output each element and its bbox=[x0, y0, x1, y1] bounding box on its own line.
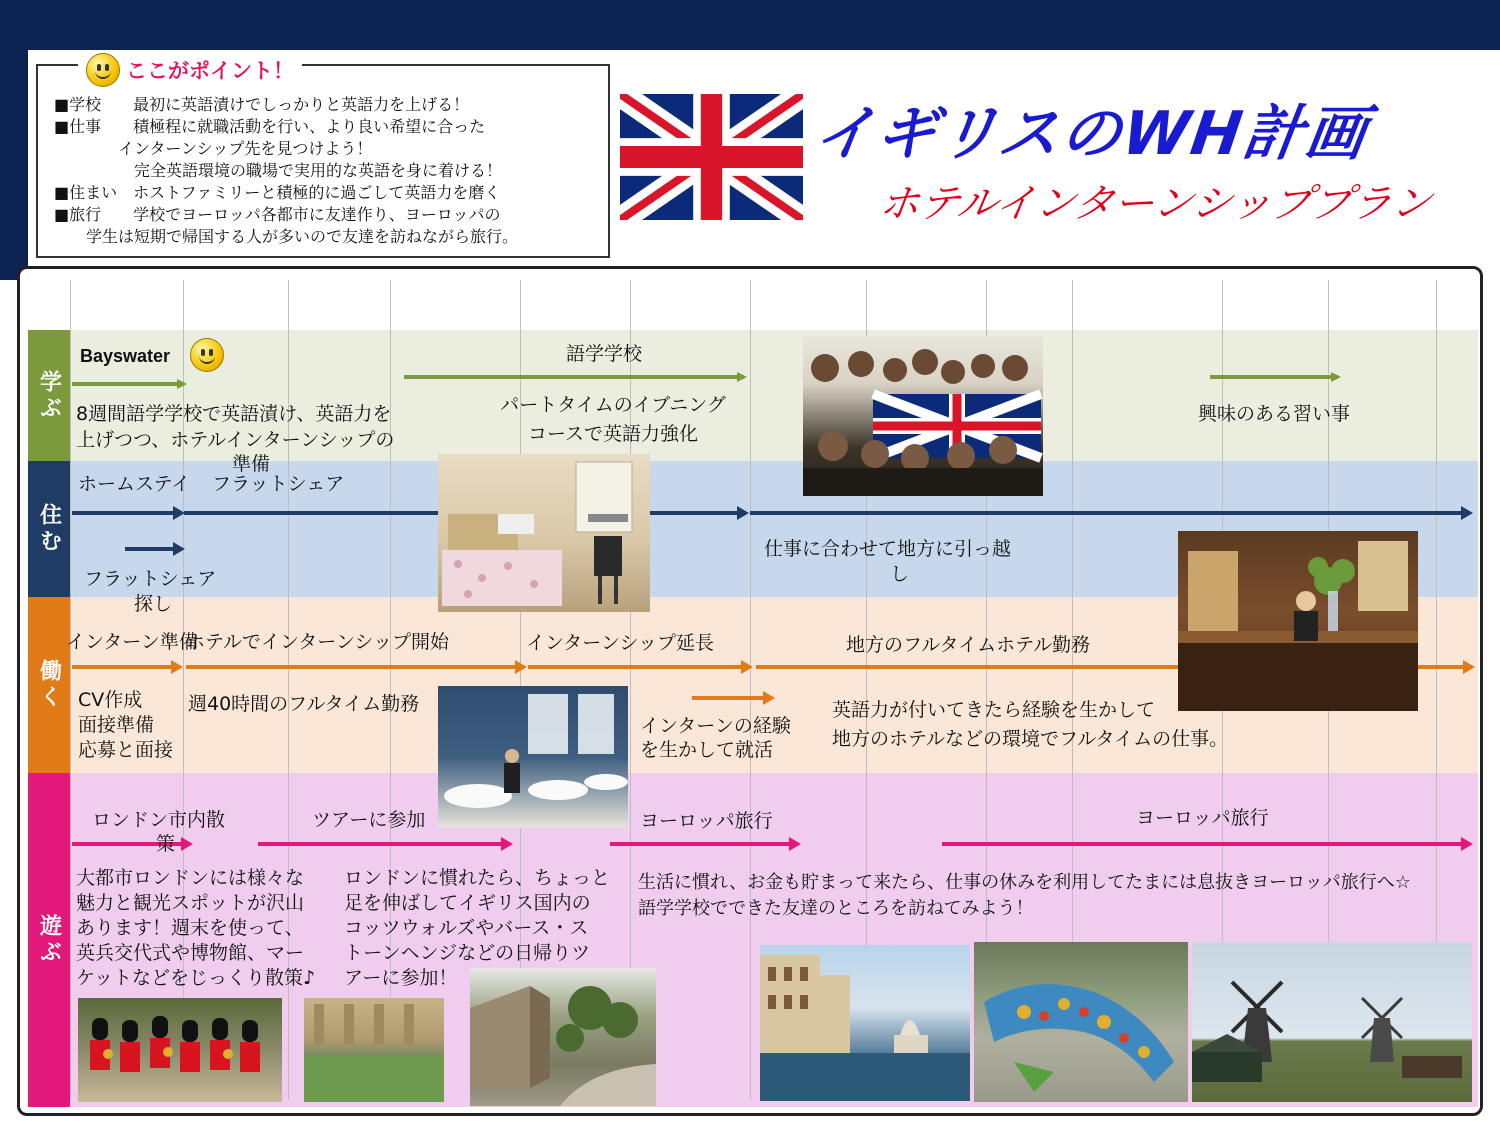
growth-line: 英語力が付いてきたら経験を生かして bbox=[832, 699, 1156, 721]
point-line: ■旅行 学校でヨーロッパ各都市に友達作り、ヨーロッパの bbox=[54, 205, 501, 224]
point-title: ここがポイント！ bbox=[126, 59, 294, 83]
london-desc-line: 大都市ロンドンには様々な bbox=[76, 867, 305, 889]
learn-desc-line: 準備 bbox=[232, 453, 271, 475]
learn-desc-line: 上げつつ、ホテルインターンシップの bbox=[76, 429, 395, 451]
london-desc-line: 魅力と観光スポットが沢山 bbox=[76, 892, 305, 914]
evening-course-line: コースで英語力強化 bbox=[527, 423, 699, 445]
row-label-play: 遊ぶ bbox=[28, 773, 70, 1107]
growth-line: 地方のホテルなどの環境でフルタイムの仕事。 bbox=[832, 728, 1229, 750]
daytrip-desc-line: 足を伸ばしてイギリス国内の bbox=[344, 892, 591, 914]
roman-bath-photo bbox=[304, 998, 444, 1102]
bedroom-photo bbox=[438, 454, 650, 612]
point-line: 学生は短期で帰国する人が多いので友達を訪ねながら旅行。 bbox=[54, 227, 519, 246]
flatshare-search-line: 探し bbox=[134, 593, 173, 615]
internship-extend-label: インターンシップ延長 bbox=[526, 632, 715, 654]
london-desc-line: ケットなどをじっくり散策♪ bbox=[76, 967, 316, 989]
hobby-label: 興味のある習い事 bbox=[1198, 403, 1351, 425]
london-desc-line: あります！週末を使って、 bbox=[76, 917, 304, 939]
smiley-icon bbox=[190, 338, 224, 372]
point-line: ■学校 最初に英語漬けでしっかりと英語力を上げる！ bbox=[54, 95, 470, 114]
cv-line: 応募と面接 bbox=[78, 739, 174, 761]
homestay-label: ホームステイ bbox=[78, 473, 191, 495]
travel-desc-line: 語学学校でできた友達のところを訪ねてみよう！ bbox=[638, 898, 1034, 919]
page-subtitle: ホテルインターンシッププラン bbox=[876, 181, 1435, 227]
cv-line: CV作成 bbox=[78, 689, 143, 711]
city-walk-line: 策 bbox=[156, 833, 176, 855]
hotel-dining-photo bbox=[438, 686, 628, 828]
gaudi-lizard-photo bbox=[974, 942, 1188, 1102]
jobhunt-line: インターンの経験 bbox=[640, 715, 791, 737]
move-line: し bbox=[890, 563, 910, 585]
flatshare-search-line: フラットシェア bbox=[84, 568, 217, 590]
language-school-label: 語学学校 bbox=[566, 343, 643, 365]
point-line: 完全英語環境の職場で実用的な英語を身に着ける！ bbox=[54, 161, 503, 180]
europe-travel-label: ヨーロッパ旅行 bbox=[640, 810, 773, 832]
move-line: 仕事に合わせて地方に引っ越 bbox=[764, 538, 1012, 560]
travel-desc-line: 生活に慣れ、お金も貯まって来たら、仕事の休みを利用してたまには息抜きヨーロッパ旅行へ☆ bbox=[638, 872, 1411, 893]
fulltime-hours-label: 週40時間のフルタイム勤務 bbox=[188, 693, 420, 715]
point-line: ■仕事 積極程に就職活動を行い、より良い希望に合った bbox=[54, 117, 486, 136]
page-title: イギリスのWH計画 bbox=[809, 99, 1373, 169]
learn-desc-line: 8週間語学学校で英語漬け、英語力を bbox=[76, 403, 392, 425]
tour-label: ツアーに参加 bbox=[312, 809, 426, 831]
windmills-photo bbox=[1192, 942, 1472, 1102]
intern-prep-label: インターン準備 bbox=[66, 631, 198, 653]
hotel-reception-photo bbox=[1178, 531, 1418, 711]
bayswater-label: Bayswater bbox=[80, 346, 171, 366]
city-walk-line: ロンドン市内散 bbox=[92, 809, 226, 831]
row-label-work: 働く bbox=[28, 597, 70, 773]
fulltime-hotel-label: 地方のフルタイムホテル勤務 bbox=[846, 634, 1091, 656]
london-desc bbox=[76, 866, 315, 991]
venice-photo bbox=[760, 945, 970, 1101]
evening-course-line: パートタイムのイブニング bbox=[500, 394, 726, 416]
cv-line: 面接準備 bbox=[78, 714, 155, 736]
daytrip-desc-line: コッツウォルズやバース・ス bbox=[344, 917, 589, 939]
internship-start-label: ホテルでインターンシップ開始 bbox=[186, 631, 450, 653]
flatshare-label: フラットシェア bbox=[212, 473, 345, 495]
point-line: ■住まい ホストファミリーと積極的に過ごして英語力を磨く bbox=[54, 183, 501, 202]
jobhunt-line: を生かして就活 bbox=[640, 739, 774, 761]
daytrip-desc-line: アーに参加！ bbox=[344, 967, 458, 989]
cotswolds-photo bbox=[470, 968, 656, 1106]
row-label-live: 住む bbox=[28, 461, 70, 597]
europe-travel-label: ヨーロッパ旅行 bbox=[1136, 807, 1269, 829]
london-desc-line: 英兵交代式や博物館、マー bbox=[76, 942, 305, 964]
point-line: インターンシップ先を見つけよう！ bbox=[54, 139, 373, 158]
guards-photo bbox=[78, 998, 282, 1102]
students-photo bbox=[803, 336, 1043, 496]
daytrip-desc-line: トーンヘンジなどの日帰りツ bbox=[344, 942, 591, 964]
daytrip-desc-line: ロンドンに慣れたら、ちょっと bbox=[344, 867, 611, 889]
row-label-learn: 学ぶ bbox=[28, 330, 70, 461]
